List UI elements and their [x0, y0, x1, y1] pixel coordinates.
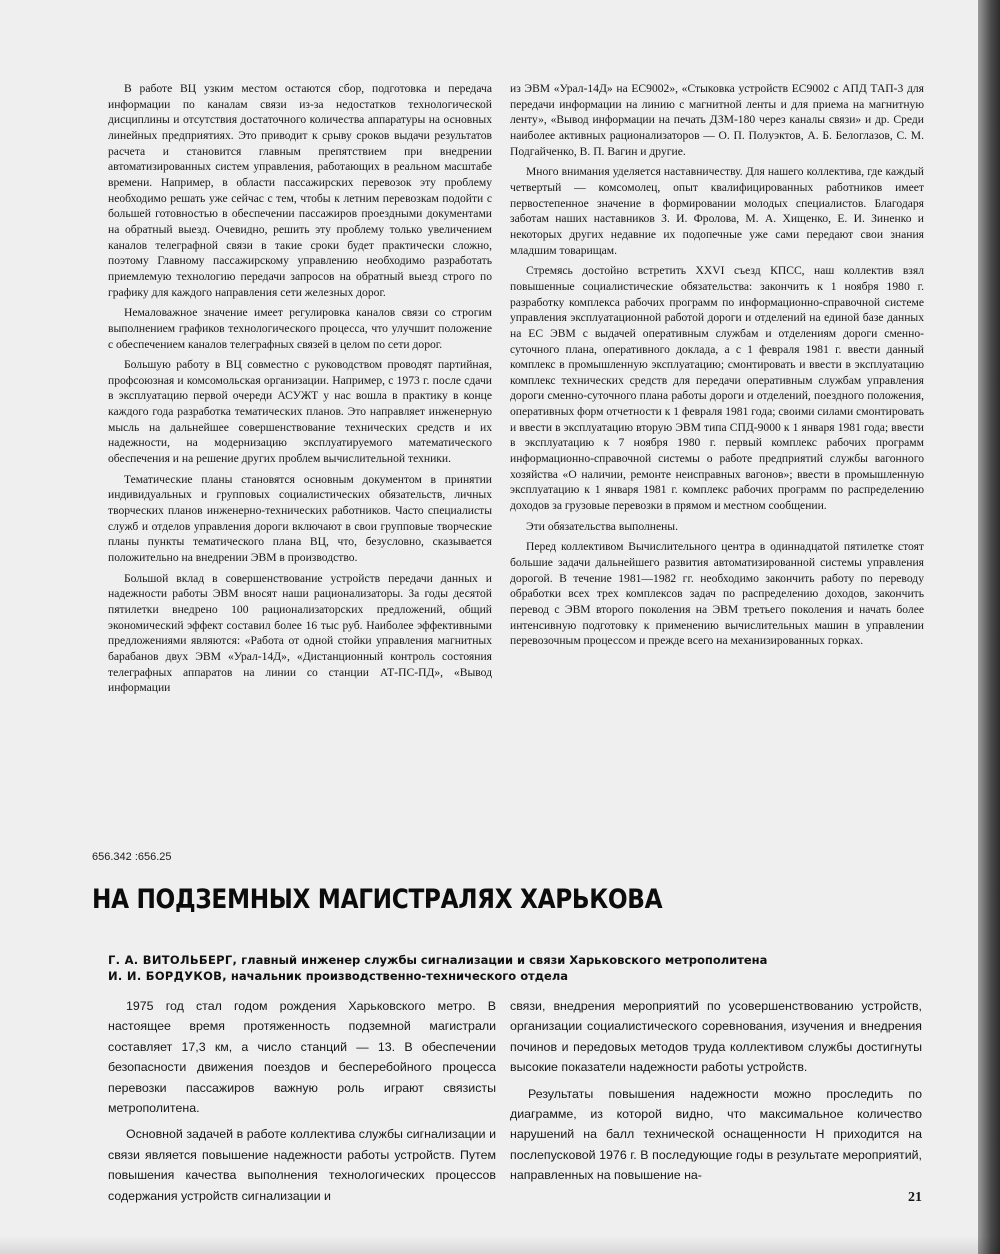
- paragraph: Эти обязательства выполнены.: [526, 519, 678, 533]
- paragraph: Тематические планы становятся основным документом в принятии индивидуальных и групповых социалистических обязательств, личных творческих планов инженерно-технических работников. Часто специалисты служб и отделов управления дороги включают в свои групповые творческие планы пункты тематического плана ВЦ, что, безусловно, сказывается положительно на внедрении ЭВМ в производство.: [108, 472, 492, 565]
- author-role: начальник производственно-технического отдела: [230, 969, 569, 983]
- top-article-right-column: [510, 81, 924, 654]
- article-title: НА ПОДЗЕМНЫХ МАГИСТРАЛЯХ ХАРЬКОВА: [92, 884, 663, 915]
- article-authors: [108, 952, 928, 984]
- new-article-right-column: [510, 996, 922, 1192]
- paragraph: В работе ВЦ узким местом остаются сбор, подготовка и передача информации по каналам связи из-за недостатков технологической дисциплины и отсутствия достаточного количества аппаратуры на основных линейных предприятиях. Это приводит к срыву сроков выдачи результатов расчета и становится главным препятствием при внедрении автоматизированных систем управления, работающих в реальном масштабе времени. Например, в области пассажирских перевозок эту проблему необходимо решать уже сейчас с тем, чтобы к летним перевозкам подойти с большей готовностью в обеспечении пассажиров проездными документами на обратный выезд. Очевидно, решить эту проблему только увеличением каналов телеграфной связи в такие сроки будет практически сложно, поэтому Главному пассажирскому управлению необходимо разработать приемлемую технологию передачи запросов на обратный выезд строго по графику для каждого направления сети железных дорог.: [108, 82, 492, 299]
- udc-code: 656.342 :656.25: [92, 851, 172, 863]
- paragraph: Много внимания уделяется наставничеству. Для нашего коллектива, где каждый четвертый — комсомолец, опыт квалифицированных работников имеет первостепенное значение в формировании молодых специалистов. Благодаря заботам наших наставников З. И. Фролова, М. А. Хищенко, Е. И. Зиненко и некоторых других недавние их подопечные уже сами передают свои знания младшим товарищам.: [510, 165, 924, 257]
- paragraph: Большую работу в ВЦ совместно с руководством проводят партийная, профсоюзная и комсомольская организации. Например, с 1973 г. после сдачи в эксплуатацию первой очереди АСУЖТ у нас вошла в практику в конце каждого года разработка тематических планов. Это направляет инженерную мысль на дальнейшее совершенствование технических средств и их надежности, на модернизацию эксплуатируемого математического обеспечения и на решение других проблем вычислительной техники.: [108, 358, 492, 466]
- paragraph: Стремясь достойно встретить XXVI съезд КПСС, наш коллектив взял повышенные социалистические обязательства: закончить к 1 ноября 1980 г. разработку комплекса рабочих программ по информационно-справочной системе управления эксплуатационной работой дороги и отделений на единой базе данных на ЕС ЭВМ с выдачей оперативным службам и отделениям дороги сменно-суточного плана, оперативного доклада, а с 1 февраля 1981 г. ввести данный комплекс в промышленную эксплуатацию; смонтировать и ввести в эксплуатацию комплекс технических средств для передачи оперативным службам управления дороги сменно-суточного плана работы дороги и отделений, поездного положения, оперативных форм отчетности к 1 февраля 1981 года; своими силами смонтировать и ввести в эксплуатацию вторую ЭВМ типа СПД-9000 к 1 января 1981 года; ввести в эксплуатацию к 7 ноября 1980 г. первый комплекс рабочих программ информационно-справочной системы о работе предприятий службы вагонного хозяйства «О наличии, ремонте неисправных вагонов»; ввести в промышленную эксплуатацию к 1 января 1981 г. комплекс рабочих программ по распределению доходов за грузовые перевозки в прямом и местном сообщении.: [510, 264, 924, 513]
- author-line: [108, 952, 928, 968]
- paragraph: 1975 год стал годом рождения Харьковского метро. В настоящее время протяженность подземной магистрали составляет 17,3 км, а число станций — 13. В обеспечении безопасности движения поездов и бесперебойного процесса перевозки пассажиров важную роль играют связисты метрополитена.: [108, 999, 496, 1116]
- scan-shadow: [0, 1236, 1000, 1254]
- page-number: 21: [908, 1190, 922, 1205]
- paragraph: Большой вклад в совершенствование устройств передачи данных и надежности работы ЭВМ вносят наши рационализаторы. За годы десятой пятилетки внедрено 100 рационализаторских предложений, общий экономический эффект составил более 16 тыс руб. Наиболее эффективными предложениями являются: «Работа от одной стойки управления магнитных барабанов двух ЭВМ «Урал-14Д», «Дистанционный контроль состояния телеграфных аппаратов на линии со станции АТ-ПС-ПД», «Вывод информации: [108, 571, 492, 695]
- paragraph: связи, внедрения мероприятий по усовершенствованию устройств, организации социалистического соревнования, изучения и внедрения починов и передовых методов труда коллективом службы достигнуты высокие показатели надежности работы устройств.: [510, 999, 922, 1075]
- paragraph: Немаловажное значение имеет регулировка каналов связи со строгим выполнением графиков технологического процесса, что улучшит положение с обеспечением каналов телеграфных связей в целом по сети дорог.: [108, 306, 492, 351]
- scan-dark-edge: [978, 0, 1000, 1254]
- author-name: И. И. БОРДУКОВ,: [108, 969, 227, 983]
- author-name: Г. А. ВИТОЛЬБЕРГ,: [108, 953, 238, 967]
- author-role: главный инженер службы сигнализации и связи Харьковского метрополитена: [241, 953, 768, 967]
- paragraph: из ЭВМ «Урал-14Д» на ЕС9002», «Стыковка устройств ЕС9002 с АПД ТАП-3 для передачи информации на линию с магнитной ленты и для приема на магнитную ленту», «Вывод информации на печать ДЗМ-180 через каналы связи» и др. Среди наиболее активных рационализаторов — О. П. Полуэктов, А. Б. Белоглазов, С. М. Подгайченко, В. П. Вагин и другие.: [510, 82, 924, 158]
- paragraph: Перед коллективом Вычислительного центра в одиннадцатой пятилетке стоят большие задачи дальнейшего развития автоматизированной системы управления дорогой. В течение 1981—1982 гг. необходимо закончить работу по переводу обработки всех трех комплексов задач по распределению доходов, закончить перевод с ЭВМ второго поколения на ЭВМ третьего поколения и начать более интенсивную подготовку к применению вычислительных машин в управлении перевозочным процессом и прежде всего на механизированных горках.: [510, 540, 924, 648]
- top-article-left-column: [108, 81, 492, 701]
- new-article-left-column: [108, 996, 496, 1212]
- paragraph: Результаты повышения надежности можно проследить по диаграмме, из которой видно, что максимальное количество нарушений на балл технической оснащенности Н приходится на послепусковой 1976 г. В последующие годы в результате мероприятий, направленных на повышение на-: [510, 1086, 922, 1183]
- paragraph: Основной задачей в работе коллектива службы сигнализации и связи является повышение надежности работы устройств. Путем повышения качества выполнения технологических процессов содержания устройств сигнализации и: [108, 1127, 496, 1203]
- author-line: [108, 968, 928, 984]
